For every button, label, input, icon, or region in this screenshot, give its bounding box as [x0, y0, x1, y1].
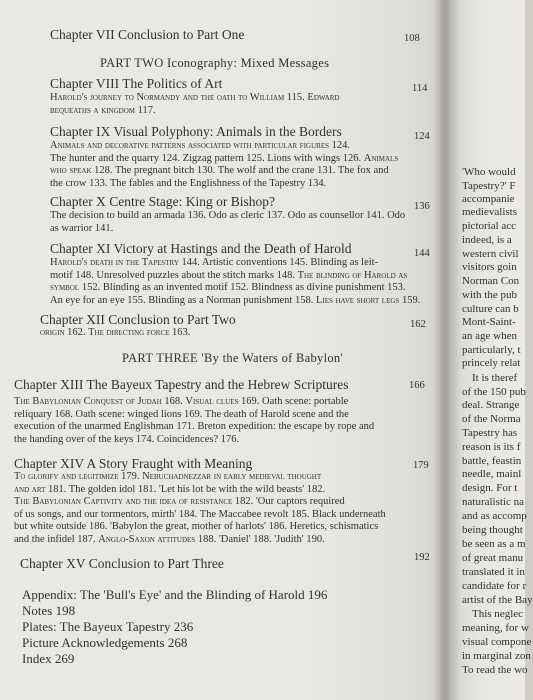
body-line: candidate for r: [462, 580, 527, 592]
body-line: translated it in: [462, 566, 525, 578]
body-line: Mont-Saint-: [462, 316, 516, 328]
summary-fragment: 144. Artistic conventions 145. Blinding as leit-: [178, 257, 379, 268]
body-line: needle, mainl: [462, 468, 522, 480]
body-line: of great manu: [462, 552, 524, 564]
back-matter-item: Picture Acknowledgements 268: [22, 635, 188, 650]
chapter-7-page: 108: [404, 33, 420, 44]
summary-line: of us songs, and our tormentors, mirth' 184. The Maccabee revolt 185. Black underneath: [14, 508, 386, 520]
body-line: Tapestry has: [462, 427, 518, 439]
summary-fragment: An eye for an eye 155. Blinding as a Norman punishment 158.: [50, 294, 316, 306]
chapter-11-summary: [50, 257, 435, 307]
body-line: princely relat: [462, 357, 521, 369]
summary-fragment: 152. Blinding as an invented motif 152. Blindness as divine punishment 153.: [79, 282, 406, 294]
chapter-9-page: 124: [414, 131, 430, 142]
body-line: Tapestry?' F: [462, 180, 516, 192]
summary-fragment: 168.: [161, 396, 186, 407]
body-line: of the 150 pub: [462, 386, 526, 398]
body-line: reason is its f: [462, 441, 521, 453]
summary-line: reliquary 168. Oath scene: winged lions 169. The death of Harold scene and the: [14, 408, 349, 420]
body-line: Norman Con: [462, 275, 520, 287]
summary-line: Animals and decorative patterns associated with particular figures 124.: [50, 140, 350, 151]
summary-line: bequeaths a kingdom 117.: [50, 104, 156, 116]
body-line: indeed, is a: [462, 234, 512, 246]
summary-line: [50, 153, 435, 166]
summary-line: [50, 270, 435, 283]
summary-line: [14, 471, 424, 484]
back-matter-item: Notes 198: [22, 603, 76, 618]
chapter-8-title: Chapter VIII The Politics of Art: [50, 76, 223, 91]
summary-fragment: origin: [40, 327, 65, 338]
summary-fragment: Nebuchadnezzar in early medieval thought: [142, 471, 322, 482]
summary-fragment: Anglo-Saxon attitudes: [98, 533, 196, 545]
body-line: artist of the Bay: [462, 594, 533, 606]
body-line: 'Who would: [462, 166, 516, 178]
chapter-12-title: Chapter XII Conclusion to Part Two: [40, 312, 236, 327]
body-line: and as accomp: [462, 510, 527, 522]
back-matter-item: Plates: The Bayeux Tapestry 236: [22, 619, 194, 634]
summary-fragment: Lies have short legs: [315, 294, 400, 306]
body-line: visual compone: [462, 636, 532, 648]
back-matter-list: [22, 587, 432, 667]
body-line: This neglec: [472, 608, 524, 620]
chapter-10-page: 136: [414, 201, 430, 212]
summary-line: The decision to build an armada 136. Odo as cleric 137. Odo as counsellor 141. Odo: [50, 210, 406, 221]
body-line: medievalists: [462, 206, 517, 218]
summary-fragment: motif 148. Unresolved puzzles about the stitch marks 148.: [50, 269, 298, 281]
summary-fragment: 128. The pregnant bitch 130. The wolf and the crane 131. The fox and: [91, 165, 389, 177]
body-line: western civil: [462, 248, 519, 260]
summary-fragment: 179.: [118, 471, 143, 482]
chapter-9-summary: [50, 140, 435, 190]
chapter-15-page: 192: [414, 552, 430, 563]
body-line: of the Norma: [462, 413, 521, 425]
summary-line: [14, 496, 424, 509]
body-line: accompanie: [462, 193, 515, 205]
summary-fragment: 188. 'Daniel' 188. 'Judith' 190.: [195, 533, 325, 545]
chapter-13-page: 166: [409, 380, 425, 391]
summary-line: [50, 282, 435, 295]
summary-fragment: The Babylonian Conquest of Judah: [14, 396, 162, 407]
body-line: naturalistic na: [462, 496, 525, 508]
summary-fragment: 162.: [64, 327, 89, 338]
summary-line: [14, 484, 424, 497]
summary-line: as warrior 141.: [50, 222, 114, 234]
back-matter-item: Index 269: [22, 651, 75, 666]
back-matter-item: Appendix: The 'Bull's Eye' and the Blinding of Harold 196: [22, 587, 328, 602]
summary-fragment: who speak: [50, 165, 92, 177]
body-line: with the pub: [462, 289, 517, 301]
summary-fragment: To glorify and legitimize: [14, 471, 119, 482]
body-line: particularly, t: [462, 344, 521, 356]
summary-fragment: Harold's death in the Tapestry: [50, 257, 179, 268]
summary-line: [50, 257, 435, 270]
chapter-9-title: Chapter IX Visual Polyphony: Animals in the Borders: [50, 124, 342, 139]
summary-line: [14, 534, 424, 547]
chapter-7-title: Chapter VII Conclusion to Part One: [50, 27, 245, 42]
body-line: visitors goin: [462, 261, 517, 273]
summary-fragment: The Babylonian Captivity and the idea of resistance: [14, 496, 233, 508]
chapter-12-page: 162: [410, 319, 426, 330]
summary-fragment: 163.: [169, 327, 191, 338]
part-three-heading: PART THREE 'By the Waters of Babylon': [122, 351, 344, 365]
body-line: To read the wo: [462, 664, 528, 676]
summary-line: [50, 165, 435, 178]
chapter-14-summary: [14, 471, 424, 547]
summary-fragment: 181. The golden idol 181. 'Let his lot be with the wild beasts' 182.: [45, 483, 326, 495]
summary-line: [50, 295, 435, 308]
body-line: design. For t: [462, 482, 518, 494]
chapter-15-title: Chapter XV Conclusion to Part Three: [20, 556, 224, 571]
body-line: in marginal zon: [462, 650, 531, 662]
book-gutter-shadow: [432, 0, 462, 700]
chapter-10-summary: [50, 210, 435, 235]
body-line: It is theref: [472, 372, 518, 384]
chapter-8-summary: [50, 92, 430, 117]
chapter-13-title: Chapter XIII The Bayeux Tapestry and the Hebrew Scriptures: [14, 377, 349, 392]
summary-fragment: The directing force: [88, 327, 170, 338]
body-line: an age when: [462, 330, 517, 342]
summary-line: [14, 396, 414, 409]
body-line: be seen as a m: [462, 538, 526, 550]
body-line: meaning, for w: [462, 622, 529, 634]
summary-fragment: Visual clues: [185, 396, 239, 407]
summary-fragment: The hunter and the quarry 124. Zigzag pattern 125. Lions with wings 126.: [50, 152, 364, 164]
summary-line: Harold's journey to Normandy and the oath to William 115. Edward: [50, 92, 340, 103]
summary-fragment: 159.: [399, 294, 421, 306]
chapter-11-title: Chapter XI Victory at Hastings and the Death of Harold: [50, 241, 352, 256]
summary-line: execution of the unarmed Englishman 171. Breton expedition: the escape by rope and: [14, 421, 375, 433]
body-line: battle, feastin: [462, 455, 522, 467]
summary-line: the handing over of the keys 174. Coincidences? 176.: [14, 433, 240, 445]
summary-fragment: 182. 'Our captors required: [232, 496, 345, 508]
summary-fragment: symbol: [50, 282, 80, 294]
summary-fragment: 169. Oath scene: portable: [238, 396, 349, 407]
body-line: culture can b: [462, 303, 519, 315]
body-line: deal. Strange: [462, 399, 520, 411]
chapter-11-page: 144: [414, 248, 430, 259]
body-line: being thought: [462, 524, 523, 536]
summary-fragment: and the infidel 187.: [14, 533, 99, 545]
chapter-14-page: 179: [413, 460, 429, 471]
summary-fragment: The blinding of Harold as: [297, 269, 408, 281]
chapter-13-summary: [14, 396, 414, 446]
chapter-10-title: Chapter X Centre Stage: King or Bishop?: [50, 194, 275, 209]
body-line: pictorial acc: [462, 220, 517, 232]
summary-fragment: and art: [14, 483, 46, 495]
summary-line: [40, 327, 425, 340]
summary-line: the crow 133. The fables and the Englishness of the Tapestry 134.: [50, 177, 327, 189]
part-two-heading: PART TWO Iconography: Mixed Messages: [100, 56, 330, 70]
chapter-14-title: Chapter XIV A Story Fraught with Meaning: [14, 456, 253, 471]
chapter-12-summary: [40, 327, 425, 340]
summary-line: but white outside 186. 'Babylon the great, mother of harlots' 186. Heretics, schismatics: [14, 521, 379, 533]
summary-fragment: Animals: [363, 152, 399, 164]
chapter-8-page: 114: [412, 83, 428, 94]
